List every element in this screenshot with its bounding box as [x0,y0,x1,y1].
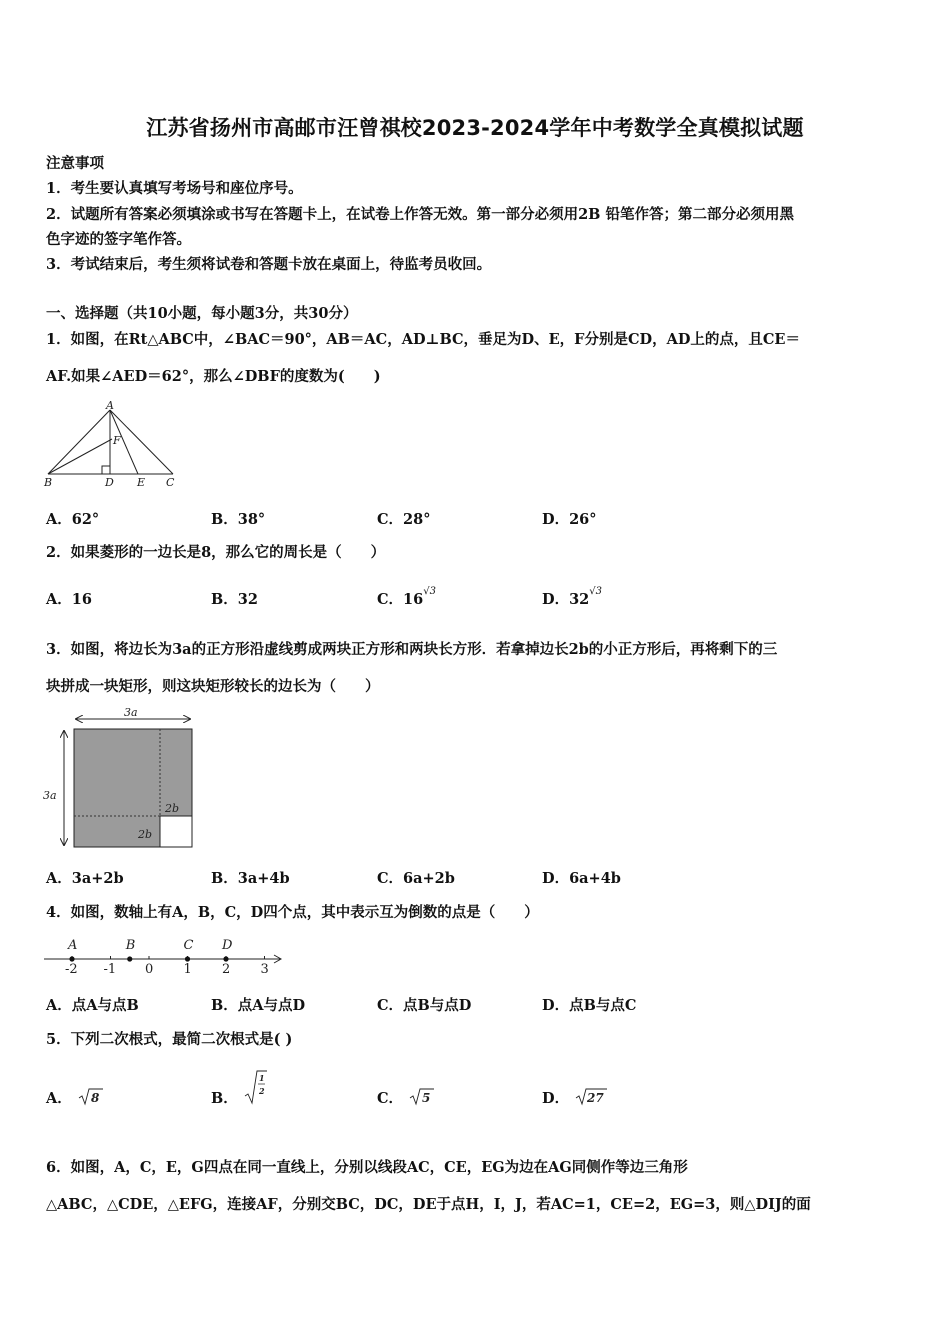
q2-option-c[interactable] [377,588,436,609]
q2-option-d-label: D．32 [542,591,590,608]
q1-label-c: C [166,476,175,489]
q3-option-a[interactable]: A．3a+2b [46,870,124,887]
notice-item-2: 2．试题所有答案必须填涂或书写在答题卡上，在试卷上作答无效。第一部分必须用2B 铅笔作答；第二部分必须用黑 [46,206,794,223]
q2-option-c-label: C．16 [377,591,424,608]
q5-option-c-radical [408,1087,434,1107]
q5-option-d-label: D． [542,1090,570,1107]
notice-item-3: 3．考试结束后，考生须将试卷和答题卡放在桌面上，待监考员收回。 [46,256,492,273]
notice-item-2-cont: 色字迹的签字笔作答。 [46,231,191,248]
q4-point-c [185,956,190,961]
q4-point-label-d: D [222,938,233,953]
q3-option-c[interactable]: C．6a+2b [377,870,455,887]
q2-option-d-radical: √3 [589,586,602,598]
q6-text-line2: △ABC，△CDE，△EFG，连接AF，分别交BC，DC，DE于点H，I，J，若AC=1，CE=2，EG=3，则△DIJ的面 [46,1196,811,1213]
q4-tick-label: -1 [103,962,117,977]
q4-number-line-figure [40,932,290,980]
q6-text-line1: 6．如图，A，C，E，G四点在同一直线上，分别以线段AC，CE，EG为边在AG同侧作等边三角形 [46,1159,688,1176]
q1-label-f: F [113,434,121,447]
q4-tick-label: -2 [65,962,78,977]
page-title: 江苏省扬州市高邮市汪曾祺校2023-2024学年中考数学全真模拟试题 [146,116,804,140]
q1-option-a[interactable]: A．62° [46,511,100,528]
q4-tick-label: 3 [260,962,269,977]
q4-point-label-c: C [183,938,194,953]
q4-text: 4．如图，数轴上有A，B，C，D四个点，其中表示互为倒数的点是（ ） [46,904,539,921]
q4-option-a[interactable]: A．点A与点B [46,997,139,1014]
q2-text: 2．如果菱形的一边长是8，那么它的周长是（ ） [46,544,386,561]
q3-text-line2: 块拼成一块矩形，则这块矩形较长的边长为（ ） [46,678,380,695]
section-heading: 一、选择题（共10小题，每小题3分，共30分） [46,305,358,322]
q1-option-d[interactable]: D．26° [542,511,597,528]
q4-option-c[interactable]: C．点B与点D [377,997,472,1014]
q1-text-line1: 1．如图，在Rt△ABC中，∠BAC＝90°，AB＝AC，AD⊥BC，垂足为D、E，F分别是CD，AD上的点，且CE＝ [46,331,800,348]
q1-right-angle-mark [102,466,110,474]
q5-radicand-c: 5 [422,1091,431,1105]
q4-option-d[interactable]: D．点B与点C [542,997,637,1014]
q5-option-a-label: A． [46,1090,72,1107]
q5-radicand-d: 27 [587,1091,604,1105]
q4-tick-label: 0 [145,962,154,977]
q3-label-inner-top: 2b [165,802,180,815]
notice-item-1: 1．考生要认真填写考场号和座位序号。 [46,180,303,197]
q3-text-line1: 3．如图，将边长为3a的正方形沿虚线剪成两块正方形和两块长方形．若拿掉边长2b的小正方形后，再将剩下的三 [46,641,778,658]
q3-removed-small-square [160,816,192,847]
q1-label-b: B [44,476,53,489]
q2-option-a[interactable]: A．16 [46,591,92,608]
q4-point-d [223,956,228,961]
q4-point-a [69,956,74,961]
q1-option-c[interactable]: C．28° [377,511,431,528]
q5-option-b-radical [243,1069,269,1107]
q1-label-d: D [105,476,114,489]
q2-option-b[interactable]: B．32 [211,591,258,608]
q5-option-d-radical [574,1087,608,1107]
q4-tick-label: 2 [222,962,231,977]
q3-option-b[interactable]: B．3a+4b [211,870,290,887]
q4-point-label-a: A [68,938,78,953]
q1-text-line2: AF.如果∠AED＝62°，那么∠DBF的度数为( ) [46,368,381,385]
q5-option-a-radical [77,1087,103,1107]
q3-label-top: 3a [124,706,138,719]
q1-side-ab [48,410,110,474]
q3-option-d[interactable]: D．6a+4b [542,870,621,887]
q3-label-left: 3a [43,789,57,802]
q4-option-b[interactable]: B．点A与点D [211,997,306,1014]
q2-option-c-radical: √3 [423,586,436,598]
q5-option-c[interactable] [377,1087,434,1108]
q1-label-e: E [137,476,146,489]
q5-option-b[interactable] [211,1069,269,1107]
q5-radicand-a: 8 [90,1091,100,1105]
notice-heading: 注意事项 [46,155,104,172]
q5-option-d[interactable] [542,1087,608,1108]
q1-triangle-figure [40,398,185,490]
q5-radicand-b-num: 1 [258,1073,265,1083]
q4-point-label-b: B [125,938,136,953]
q5-option-b-label: B． [211,1090,238,1107]
q5-option-a[interactable] [46,1087,103,1108]
q5-radicand-b-den: 2 [258,1086,265,1096]
q1-option-b[interactable]: B．38° [211,511,266,528]
q5-option-c-label: C． [377,1090,404,1107]
q4-point-b [127,956,132,961]
q2-option-d[interactable] [542,588,602,609]
q4-tick-label: 1 [183,962,192,977]
q5-text: 5．下列二次根式，最简二次根式是( ) [46,1031,293,1048]
q1-label-a: A [106,399,114,412]
q3-label-inner-left: 2b [138,828,153,841]
q3-square-figure [40,702,200,854]
